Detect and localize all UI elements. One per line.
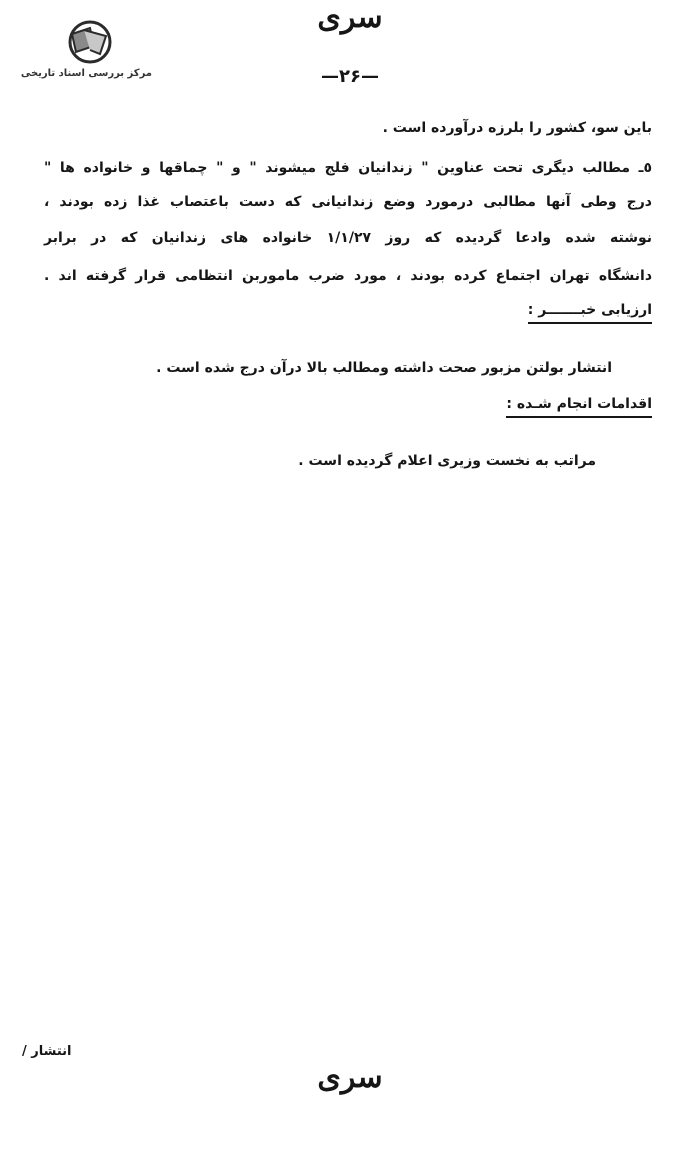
archive-logo-caption: مرکز بررسی اسناد تاریخی: [20, 68, 152, 79]
classification-header: سری: [317, 0, 383, 35]
item5-line-3: نوشته شده وادعا گردیده که روز ۱/۱/۲۷ خانواده های زندانیان که در برابر: [44, 230, 652, 246]
evaluation-heading: ارزیابی خبـــــــر :: [528, 302, 652, 324]
actions-heading: اقدامات انجام شـده :: [506, 396, 652, 418]
item5-line-1: ٥ـ مطالب دیگری تحت عناوین " زندانیان فلج میشوند " و " چماقها و خانواده ها ": [44, 160, 652, 176]
actions-text: مراتب به نخست وزیری اعلام گردیده است .: [298, 453, 596, 469]
classification-footer: سری: [317, 1060, 383, 1095]
distribution-note: انتشار /: [22, 1044, 72, 1059]
item5-line-2: درج وطی آنها مطالبی درمورد وضع زندانیانی که دست باعتصاب غذا زده بودند ،: [44, 194, 652, 210]
evaluation-text: انتشار بولتن مزبور صحت داشته ومطالب بالا درآن درج شده است .: [156, 360, 612, 376]
intro-line-1: باین سو، کشور را بلرزه درآورده است .: [382, 120, 652, 136]
item5-line-4: دانشگاه تهران اجتماع کرده بودند ، مورد ضرب ماموربن انتظامی قرار گرفته اند .: [44, 268, 652, 284]
page-number: —۲۶—: [321, 66, 379, 87]
